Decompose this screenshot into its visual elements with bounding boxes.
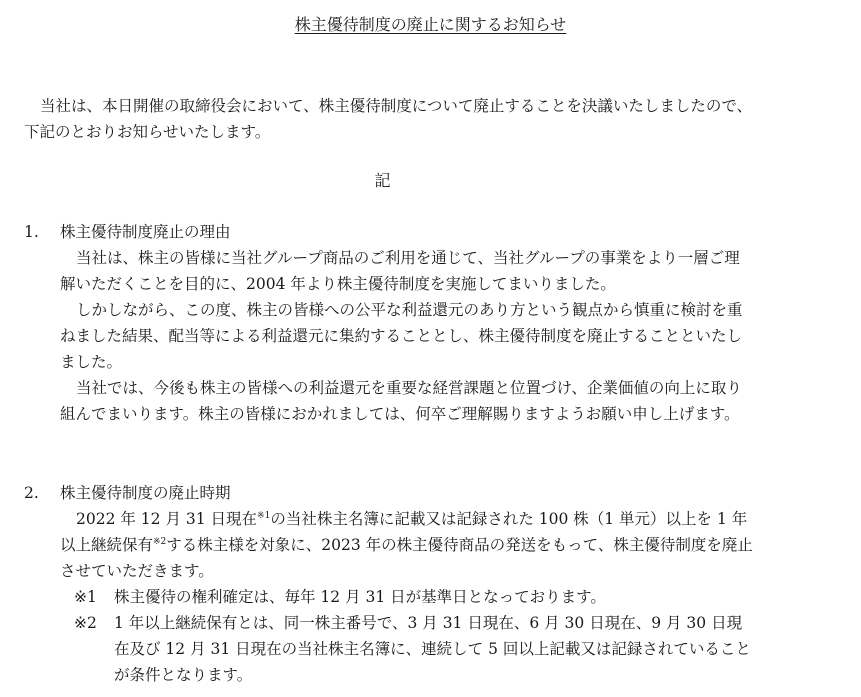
footnote-2-mark: ※2 (74, 614, 97, 632)
footnote-2-text: 1 年以上継続保有とは、同一株主番号で、3 月 31 日現在、6 月 30 日現在、9 月 30 日現在及び 12 月 31 日現在の当社株主名簿に、連続して 5 回以上記載又は記録されていることが条件となります。 (114, 614, 751, 684)
section-2-text-part-2: の当社株主名簿に記載又は記録された 100 株（1 単元）以上を 1 年以上継続保有 (60, 510, 748, 554)
section-2-number: 2. (24, 484, 39, 502)
section-1-paragraph-3: 当社では、今後も株主の皆様への利益還元を重要な経営課題と位置づけ、企業価値の向上に取り組んでまいります。株主の皆様におかれましては、何卒ご理解賜りますようお願い申し上げます。 (60, 379, 742, 423)
section-2-text-part-3: する株主様を対象に、2023 年の株主優待商品の発送をもって、株主優待制度を廃止させていただきます。 (60, 536, 753, 580)
section-2-heading: 株主優待制度の廃止時期 (60, 484, 231, 502)
section-2-text-part-1: 2022 年 12 月 31 日現在 (76, 510, 258, 528)
section-2 (24, 480, 754, 688)
footnote-1-mark: ※1 (74, 588, 97, 606)
section-1-header (24, 219, 754, 245)
section-1-heading: 株主優待制度廃止の理由 (60, 223, 231, 241)
footnote-1-text: 株主優待の権利確定は、毎年 12 月 31 日が基準日となっております。 (114, 588, 606, 606)
ki-heading: 記 (374, 171, 391, 190)
footnote-ref-1: ※1 (257, 511, 271, 521)
section-1-paragraph-1: 当社は、株主の皆様に当社グループ商品のご利用を通じて、当社グループの事業をより一層ご理解いただくことを目的に、2004 年より株主優待制度を実施してまいりました。 (60, 249, 740, 293)
footnote-1 (74, 584, 754, 610)
section-1-paragraph-2: しかしながら、この度、株主の皆様への公平な利益還元のあり方という観点から慎重に検討を重ねました結果、配当等による利益還元に集約することとし、株主優待制度を廃止することといたしました。 (60, 301, 743, 371)
footnote-ref-2: ※2 (153, 537, 167, 547)
section-2-header (24, 480, 754, 506)
document-title: 株主優待制度の廃止に関するお知らせ (294, 15, 567, 34)
section-1-number: 1. (24, 223, 39, 241)
footnote-2 (74, 610, 754, 688)
intro-paragraph: 当社は、本日開催の取締役会において、株主優待制度について廃止することを決議いたしましたので、下記のとおりお知らせいたします。 (24, 97, 753, 141)
section-2-paragraph (60, 506, 754, 584)
section-1 (24, 219, 754, 427)
